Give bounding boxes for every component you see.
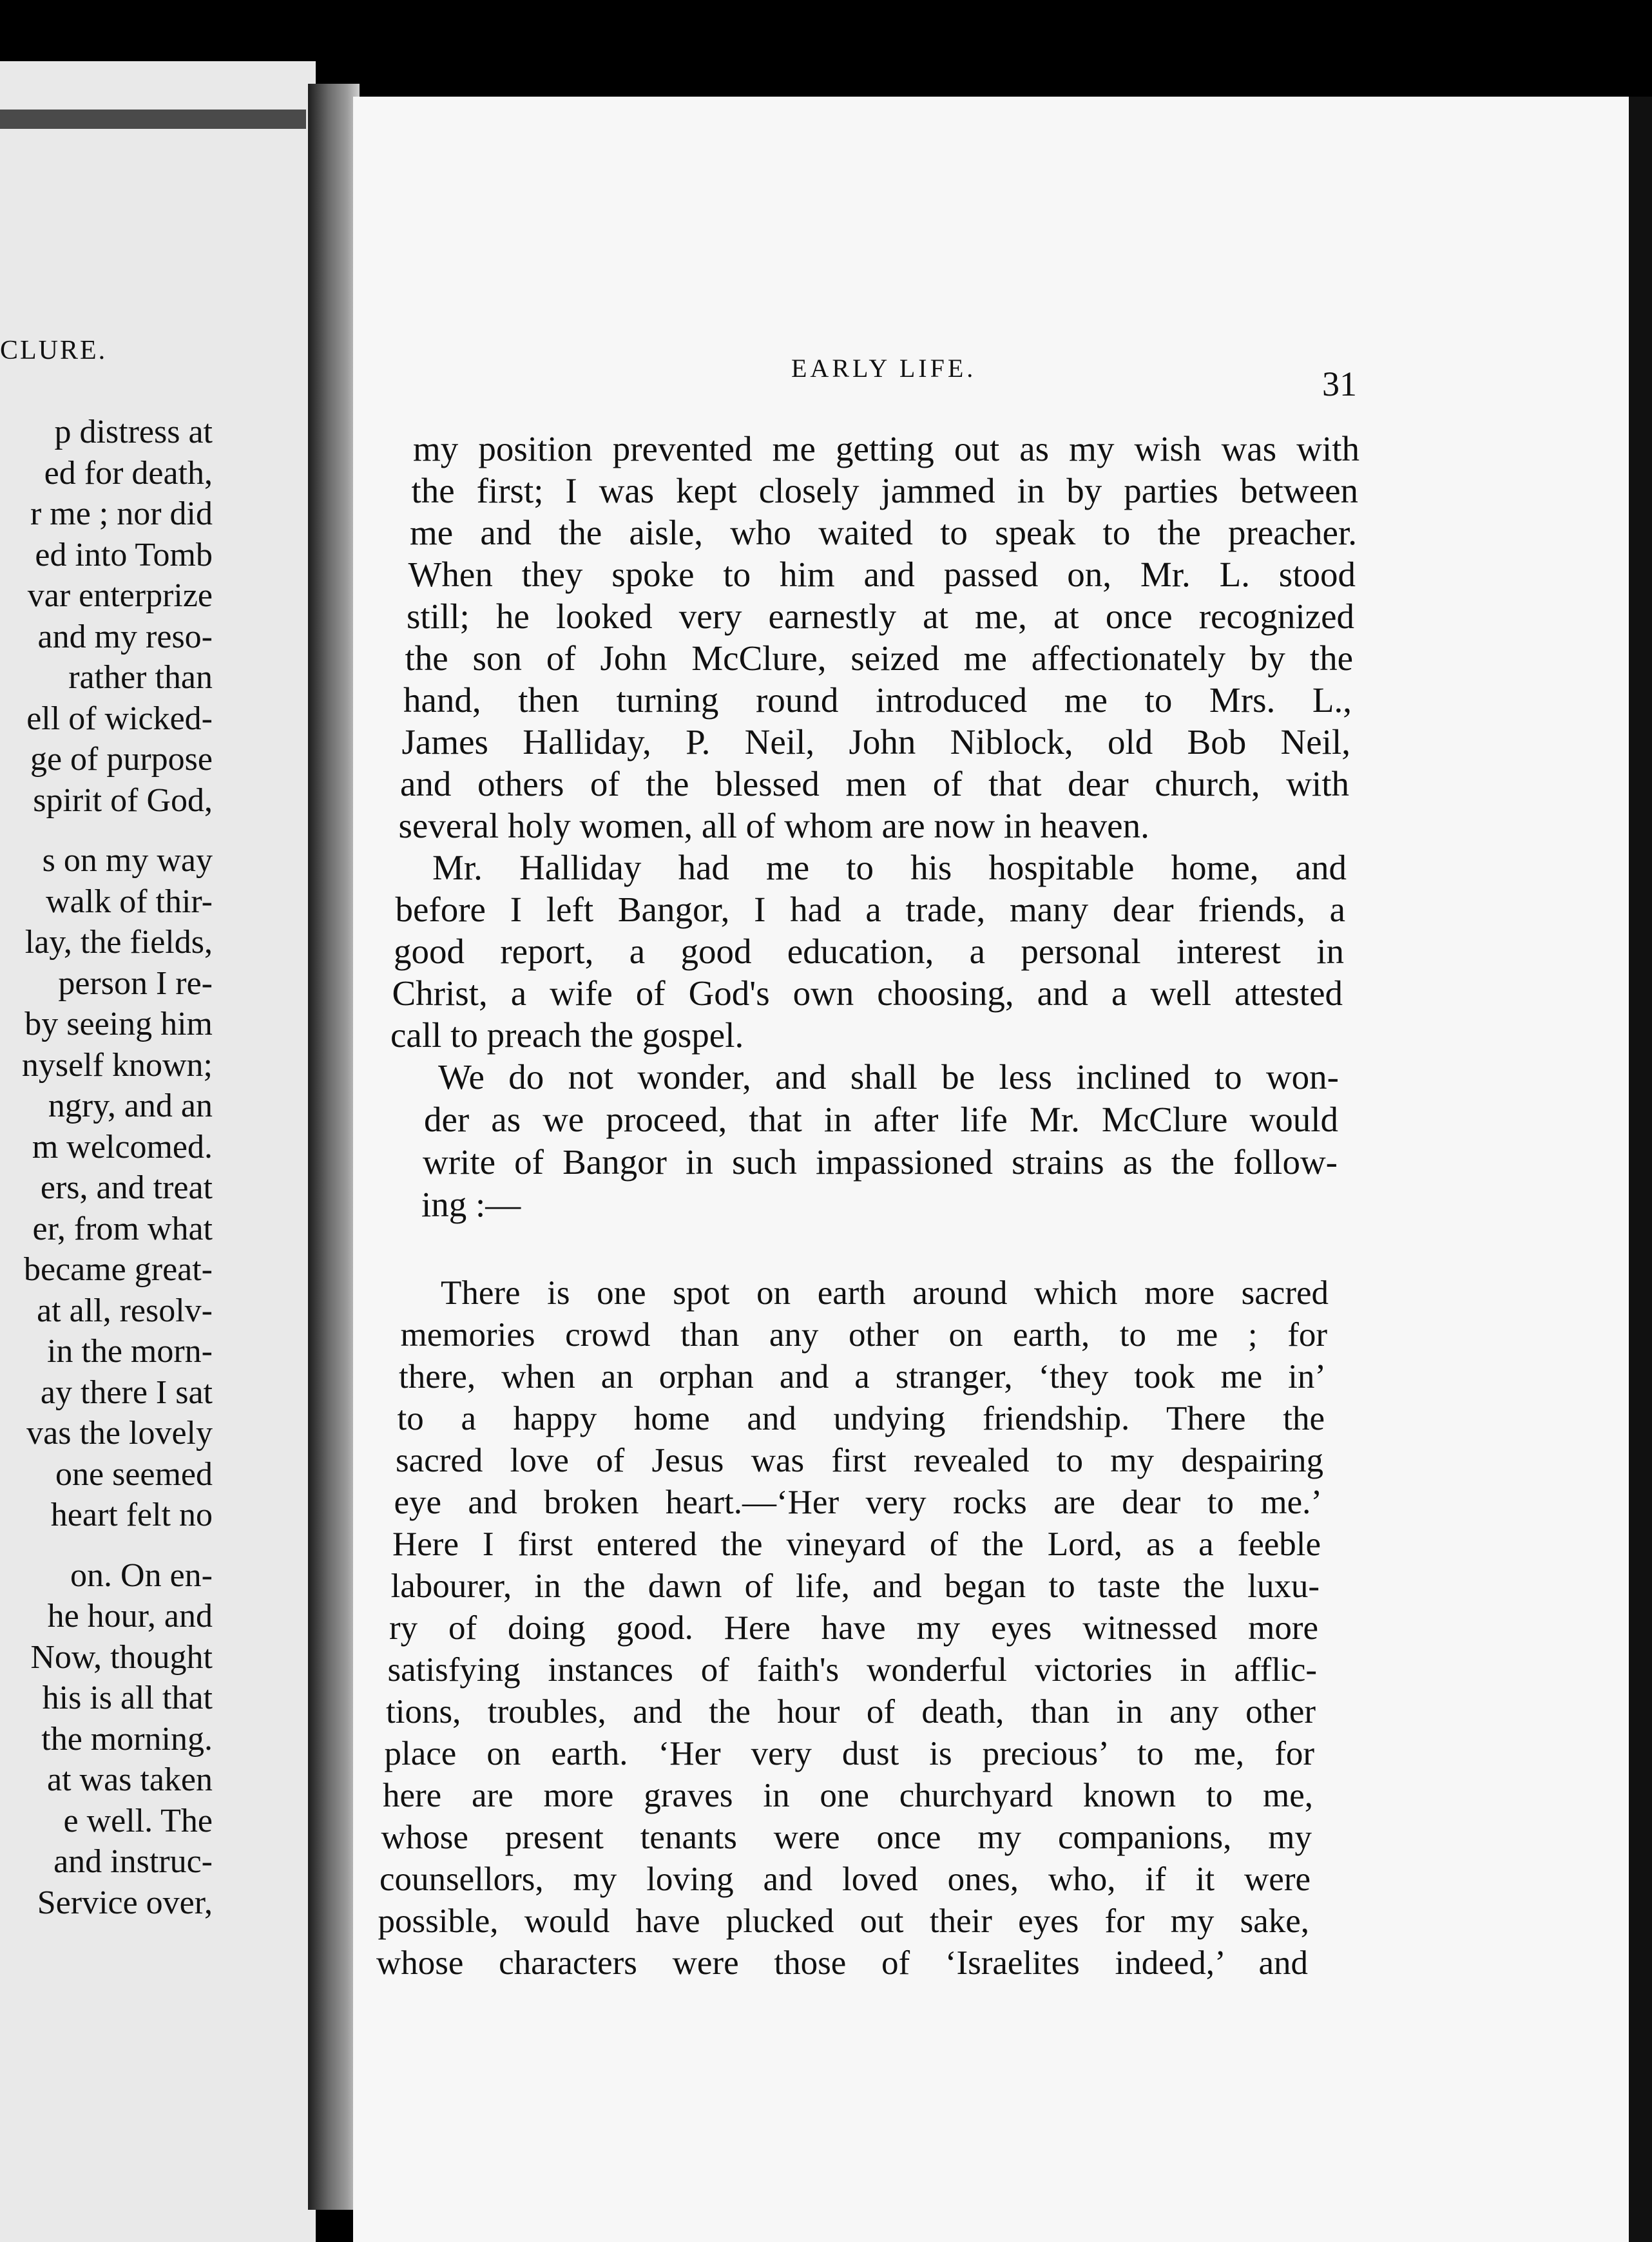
text-line: sacred love of Jesus was first revealed to my despairing [396,1442,1323,1479]
text-line: the son of John McClure, seized me affectionately by the [405,638,1353,678]
text-line: ry of doing good. Here have my eyes witnessed more [389,1609,1318,1647]
left-text-line: ed for death, [44,454,213,492]
text-line: whose characters were those of ‘Israelites indeed,’ and [376,1944,1308,1982]
left-text-line: in the morn- [46,1333,213,1370]
text-line: and others of the blessed men of that dear church, with [400,764,1349,803]
left-text-line: rather than [68,659,213,696]
text-line: There is one spot on earth around which more sacred [441,1274,1329,1312]
page-number: 31 [1322,365,1357,403]
book-gutter [308,84,360,2210]
left-text-line: and instruc- [53,1843,213,1880]
left-text-line: vas the lovely [26,1415,213,1452]
text-line: place on earth. ‘Her very dust is precious’ to me, for [384,1735,1314,1772]
text-line: eye and broken heart.—‘Her very rocks are dear to me.’ [394,1484,1322,1521]
text-line: Here I first entered the vineyard of the Lord, as a feeble [392,1526,1321,1563]
scan-border [1629,97,1652,2242]
left-text-line: heart felt no [50,1497,213,1533]
left-text-line: and my reso- [37,618,213,655]
left-text-line: e well. The [63,1802,213,1839]
text-line: Mr. Halliday had me to his hospitable home, and [432,848,1347,887]
text-line: still; he looked very earnestly at me, at once recognized [407,597,1354,636]
left-text-line: lay, the fields, [24,924,213,961]
left-text-line: ers, and treat [40,1169,213,1206]
text-line: ing :— [421,1185,521,1224]
text-line: We do not wonder, and shall be less inclined to won- [438,1057,1339,1097]
left-text-line: nyself known; [21,1046,213,1084]
left-text-line: walk of thir- [46,883,213,920]
text-line: James Halliday, P. Neil, John Niblock, old Bob Neil, [401,722,1350,762]
text-line: to a happy home and undying friendship. There the [397,1400,1325,1437]
left-text-line: his is all that [42,1680,213,1716]
text-line: possible, would have plucked out their eyes for my sake, [378,1902,1309,1940]
left-text-line: ed into Tomb [35,536,213,573]
text-line: my position prevented me getting out as my wish was with [413,429,1359,468]
left-text-line: became great- [23,1251,213,1288]
left-text-line: spirit of God, [33,781,213,819]
text-line: tions, troubles, and the hour of death, than in any other [386,1693,1316,1730]
text-line: me and the aisle, who waited to speak to the preacher. [410,513,1357,552]
left-text-line: Service over, [37,1884,213,1921]
left-text-line: r me ; nor did [30,495,213,532]
left-text-line: Now, thought [30,1638,213,1676]
text-line: the first; I was kept closely jammed in by parties between [411,471,1358,510]
left-text-line: at was taken [46,1761,213,1798]
text-line: there, when an orphan and a stranger, ‘they took me in’ [399,1358,1326,1395]
text-line: good report, a good education, a personal interest in [394,932,1344,971]
left-text-line: m welcomed. [32,1128,213,1165]
left-text-line: one seemed [55,1455,213,1493]
text-line: satisfying instances of faith's wonderful victories in afflic- [387,1651,1317,1689]
text-line: labourer, in the dawn of life, and began to taste the luxu- [390,1567,1320,1605]
text-line: before I left Bangor, I had a trade, many dear friends, a [395,890,1345,929]
left-text-line: ge of purpose [30,741,213,778]
text-line: Christ, a wife of God's own choosing, and a well attested [392,973,1343,1013]
text-line: whose present tenants were once my companions, my [381,1819,1312,1856]
text-line: several holy women, all of whom are now in heaven. [398,806,1149,845]
left-text-line: at all, resolv- [37,1292,213,1329]
text-line: counsellors, my loving and loved ones, who, if it were [379,1861,1311,1898]
text-line: write of Bangor in such impassioned strains as the follow- [423,1142,1338,1182]
left-running-head: CLURE. [0,336,108,365]
left-text-line: ay there I sat [40,1374,213,1411]
left-text-line: er, from what [32,1210,213,1247]
left-text-line: he hour, and [47,1598,213,1634]
left-text-line: person I re- [58,964,213,1002]
text-line: here are more graves in one churchyard known to me, [383,1777,1313,1814]
left-text-line: by seeing him [24,1006,213,1042]
text-line: hand, then turning round introduced me to Mrs. L., [403,680,1352,720]
text-line: der as we proceed, that in after life Mr. McClure would [424,1100,1338,1139]
page-edge-shadow [0,110,306,129]
text-line: When they spoke to him and passed on, Mr. L. stood [408,555,1356,594]
left-text-line: s on my way [42,842,213,879]
text-line: call to preach the gospel. [390,1015,744,1055]
left-text-line: ell of wicked- [26,700,213,737]
left-text-line: on. On en- [70,1557,213,1594]
left-text-line: p distress at [54,414,213,450]
text-line: memories crowd than any other on earth, to me ; for [400,1316,1327,1354]
left-text-line: ngry, and an [48,1087,213,1124]
running-head: EARLY LIFE. [791,354,977,383]
left-text-line: var enterprize [27,577,213,614]
left-text-line: the morning. [41,1720,213,1758]
facing-page-left [0,61,316,2242]
